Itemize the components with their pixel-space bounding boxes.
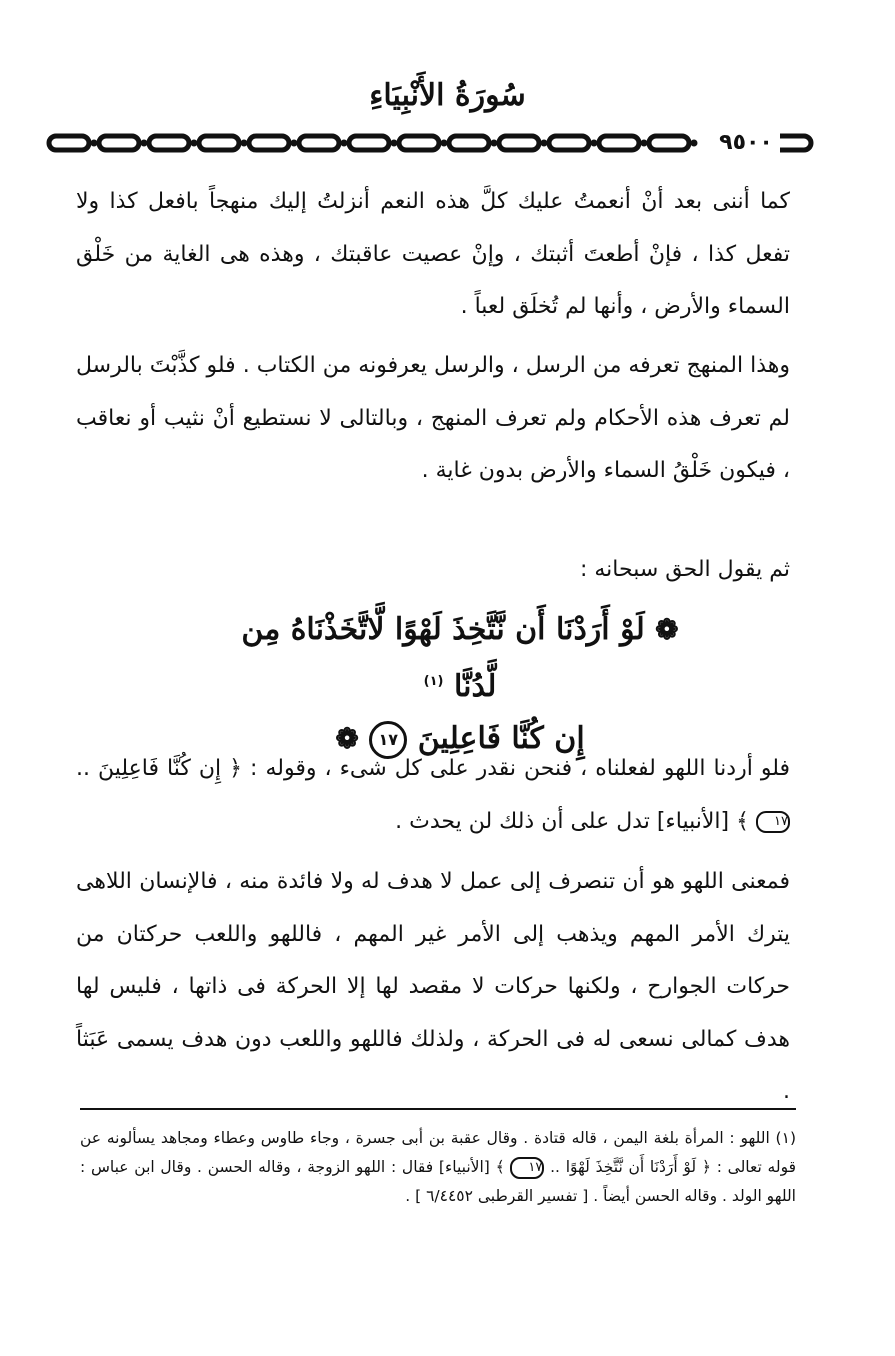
verse-intro: ثم يقول الحق سبحانه : <box>579 557 790 582</box>
footnote-text-1: (١) اللهو : المرأة بلغة اليمن ، قاله قتادة . وقال عقبة بن أبى جسرة ، وجاء طاوس وعطاء ومجاهد يسألونه عن قوله تعالى : ﴿ لَوْ أَرَدْنَا أَن نَّتَّخِذَ لَهْوًا .. <box>80 1129 796 1176</box>
verse-close-ornament-icon: ❁ <box>335 722 359 755</box>
paragraph-3 <box>76 743 790 848</box>
paragraph-1: كما أننى بعد أنْ أنعمتُ عليك كلَّ هذه النعم أنزلتُ إليك منهجاً بافعل كذا ولا تفعل كذا ، فإنْ أطعتَ أثبتك ، وإنْ عصيت عاقبتك ، وهذه هى الغاية من خَلْق السماء والأرض ، وأنها لم تُخلَق لعباً . <box>76 189 790 319</box>
page-number: ٩٥٠٠ <box>712 130 780 156</box>
footnote-divider <box>80 1108 796 1110</box>
inline-ayah-number: ١٧ <box>756 811 790 833</box>
paragraph-3-rest: ﴾ [الأنبياء] تدل على أن ذلك لن يحدث . <box>395 808 756 834</box>
verse-text-line-1: لَوْ أَرَدْنَا أَن نَّتَّخِذَ لَهْوًا لَّاتَّخَذْنَاهُ مِن لَّدُنَّا <box>241 612 645 704</box>
paragraph-3-line-1: فلو أردنا اللهو لفعلناه ، فنحن نقدر على كل شىء ، وقوله : <box>250 756 790 781</box>
footnote <box>80 1124 796 1211</box>
paragraph-2: وهذا المنهج تعرفه من الرسل ، والرسل يعرفونه من الكتاب . فلو كذَّبْتَ بالرسل لم تعرف هذه الأحكام ولم تعرف المنهج ، وبالتالى لا نستطيع أنْ نثيب أو نعاقب ، فيكون خَلْقُ السماء والأرض بدون غاية . <box>76 353 790 483</box>
footnote-marker: (١) <box>423 674 444 689</box>
paragraph-3-quote: ﴿ إِن كُنَّا فَاعِلِينَ .. <box>76 756 243 781</box>
verse-line-1 <box>220 604 700 713</box>
footnote-text-2: ﴾ [الأنبياء] فقال : اللهو الزوجة ، وقاله الحسن . وقال ابن عباس : اللهو الولد . وقاله الحسن أيضاً . [ تفسير القرطبى ٦/٤٤٥٢ ] . <box>80 1158 796 1205</box>
quran-verse <box>220 604 700 765</box>
ornamental-border <box>45 132 815 154</box>
footnote-ayah-number: ١٧ <box>510 1157 544 1179</box>
verse-open-ornament-icon: ❁ <box>655 613 679 646</box>
ayah-number-marker: ١٧ <box>369 721 407 759</box>
surah-title: سُورَةُ الأَنْبِيَاءِ <box>369 78 526 113</box>
paragraph-4: فمعنى اللهو هو أن تنصرف إلى عمل لا هدف له ولا فائدة منه ، فالإنسان اللاهى يترك الأمر المهم ويذهب إلى الأمر غير المهم ، فاللهو واللعب حركتان من حركات الجوارح ، ولكنها حركات لا مقصد لها إلا الحركة فى ذاتها ، فليس لها هدف كمالى نسعى له فى الحركة ، ولذلك فاللهو واللعب دون هدف يسمى عَبَثاً . <box>76 869 790 1104</box>
verse-text-line-2: إِن كُنَّا فَاعِلِينَ <box>417 721 585 756</box>
